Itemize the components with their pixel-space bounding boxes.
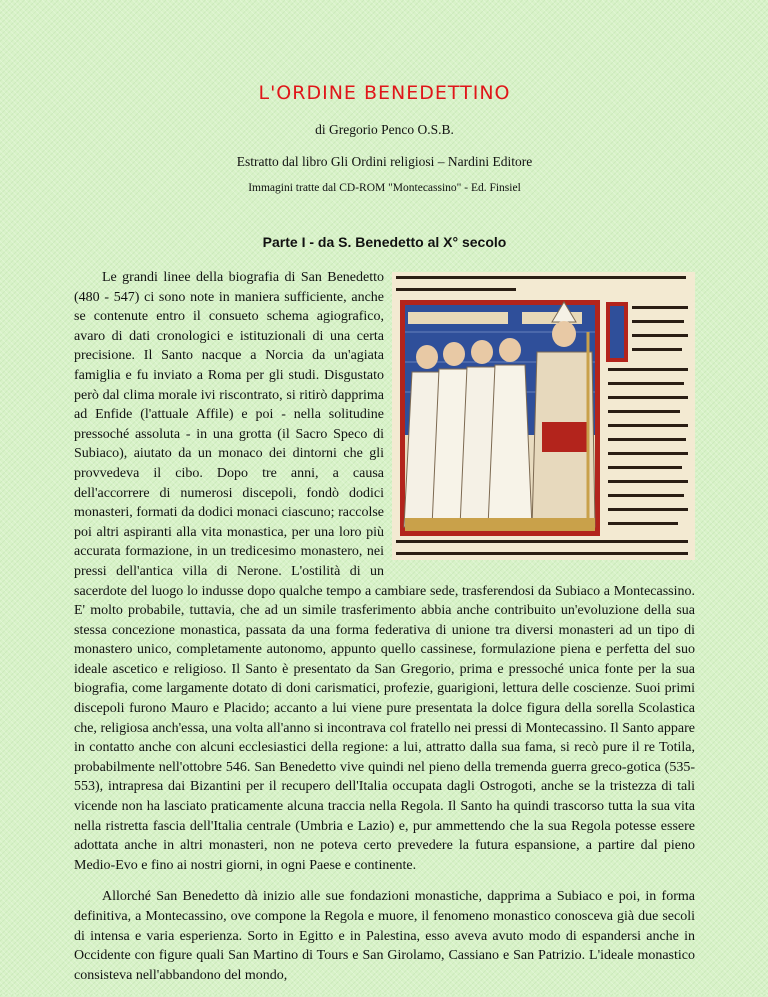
paragraph-1-text: Le grandi linee della biografia di San Benedetto (480 - 547) ci sono note in maniera sufficiente, anche se contenute entro il consueto schema agiografico, avaro di dati cronologici e istituzionali di una certa precisione. Il Santo nacque a Norcia da un'agiata famiglia e fu inviato a Roma per gli studi. Disgustato però dal clima morale ivi riscontrato, si ritirò dapprima ad Enfide (l'attuale Affile) e poi - nella solitudine pressoché assoluta - in una grotta (il Sacro Speco di Subiaco), aiutato da un monaco dei dintorni che gli provvedeva il cibo. Dopo tre anni, a causa dell'accorrere di numerosi discepoli, fondò dodici monasteri, formati da dodici monaci ciascuno; raccolse poi altri aspiranti alla vita monastica, per una loro più accurata formazione, in un tredicesimo monastero, nei pressi dell'antica villa di Nerone. L'ostilità di un sacerdote del luogo lo indusse dopo qualche tempo a cambiare sede, trasferendosi da Subiaco a Montecassino. E' molto probabile, tuttavia, che ad un simile trasferimento abbia anche contribuito un'evoluzione della sua stessa concezione monastica, passata da una forma federativa di unione tra diversi monasteri ad un tipo di monastero unico, completamente autonomo, appunto quello cassinese, formulazione piena e perfetta del suo ideale ascetico e religioso. Il Santo è presentato da San Gregorio, prima e pressoché unica fonte per la sua biografia, come largamente dotato di doni carismatici, profezie, guarigioni, lettura delle coscienze. Suoi primi discepoli furono Mauro e Placido; accanto a lui viene pure presentata la dolce figura della sorella Scolastica che, religiosa anch'essa, una volta all'anno si incontrava col fratello nei pressi di Montecassino. Il Santo appare in contatto anche con alcuni ecclesiastici della regione: a lui, attratto dalla sua fama, si recò pure il re Totila, probabilmente nell'ottobre 546. San Benedetto vive quindi nel pieno della tremenda guerra greco-gotica (535-553), intrapresa dai Bizantini per il recupero dell'Italia occupata dagli Ostrogoti, anche se la tristezza di tali vicende non ha lasciato praticamente alcuna traccia nella Regola. Il Santo ha quindi trascorso tutta la sua vita nella ristretta fascia dell'Italia centrale (Umbria e Lazio) e, pur ammettendo che la sua Regola potesse essere adottata anche in altri monasteri, non ne poteva certo prevedere la futura espansione, a partire dal pieno Medio-Evo e fino ai nostri giorni, in ogni Paese e continente. [74, 270, 695, 873]
paragraph-2: Allorché San Benedetto dà inizio alle sue fondazioni monastiche, dapprima a Subiaco e poi, in forma definitiva, a Montecassino, ove compone la Regola e muore, il fenomeno monastico conosceva già due secoli di intensa e varia esperienza. Sorto in Egitto e in Palestina, esso aveva avuto modo di espandersi anche in Occidente con figure quali San Martino di Tours e San Girolamo, Cassiano e San Patrizio. L'ideale monastico consisteva nell'abbandono del mondo, [74, 889, 695, 983]
document-title: L'ORDINE BENEDETTINO [258, 82, 511, 104]
images-credit-line: Immagini tratte dal CD-ROM "Montecassino" - Ed. Finsiel [248, 182, 521, 194]
article-body [74, 268, 695, 997]
illuminated-manuscript-icon [392, 272, 695, 560]
paragraph-1 [74, 268, 695, 875]
part-heading: Parte I - da S. Benedetto al X° secolo [262, 234, 507, 250]
author-line: di Gregorio Penco O.S.B. [315, 122, 454, 137]
source-line: Estratto dal libro Gli Ordini religiosi – Nardini Editore [236, 154, 533, 169]
manuscript-miniature [392, 272, 695, 560]
